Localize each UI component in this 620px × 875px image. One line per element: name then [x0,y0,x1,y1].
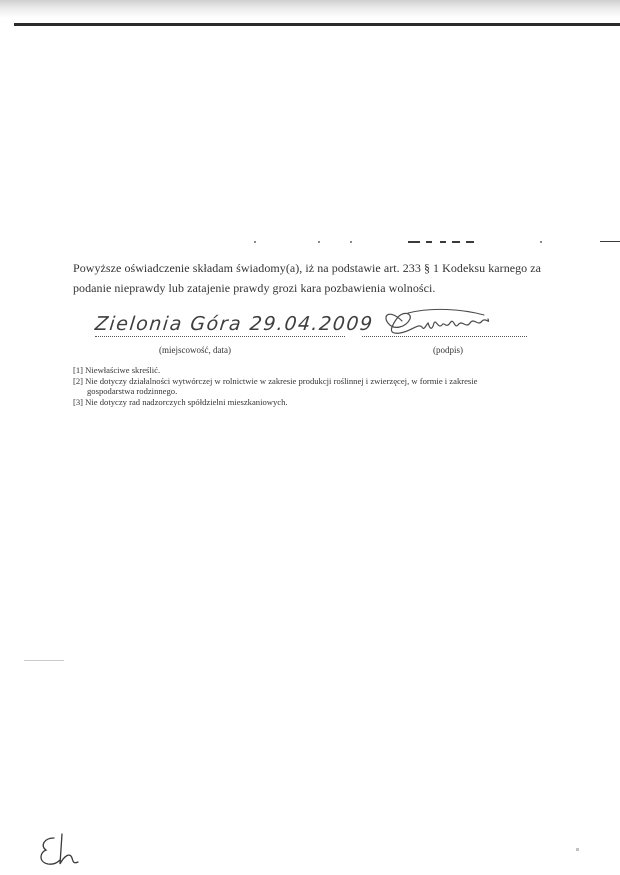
footnotes [73,365,593,407]
footnote-continuation: gospodarstwa rodzinnego. [87,386,178,397]
statement-line: podanie nieprawdy lub zatajenie prawdy grozi kara pozbawienia wolności. [73,281,436,295]
scan-top-edge [0,0,620,18]
cut-mark [600,241,620,242]
place-date-label: (miejscowość, data) [159,345,231,355]
cut-mark [350,241,352,243]
footnote: [2] Nie dotyczy działalności wytwórczej w rolnictwie w zakresie produkcji roślinnej i zwierzęcej, w formie i zakresie [73,375,478,386]
declaration-statement [73,258,573,298]
statement-line: Powyższe oświadczenie składam świadomy(a), iż na podstawie art. 233 § 1 Kodeksu karnego za [73,261,542,275]
footnote: [3] Nie dotyczy rad nadzorczych spółdzielni mieszkaniowych. [73,396,288,407]
scan-speck [24,660,64,661]
footnote: [1] Niewłaściwe skreślić. [73,365,161,375]
dotted-line [95,336,345,337]
scan-speck [576,848,579,851]
cut-mark [540,241,542,243]
cut-mark [440,241,446,243]
cut-mark [466,241,474,243]
handwritten-signature [362,305,532,341]
cut-mark [254,241,256,243]
handwritten-place-date: Zielonia Góra 29.04.2009 [93,313,375,335]
signature-label: (podpis) [433,345,463,355]
cut-mark [318,241,320,243]
handwritten-initials [36,830,84,870]
signature-field [362,305,532,341]
top-border-line [14,23,620,26]
place-date-field [93,311,375,341]
cut-mark [408,241,420,243]
cut-mark [426,241,432,243]
cut-mark [452,241,460,243]
